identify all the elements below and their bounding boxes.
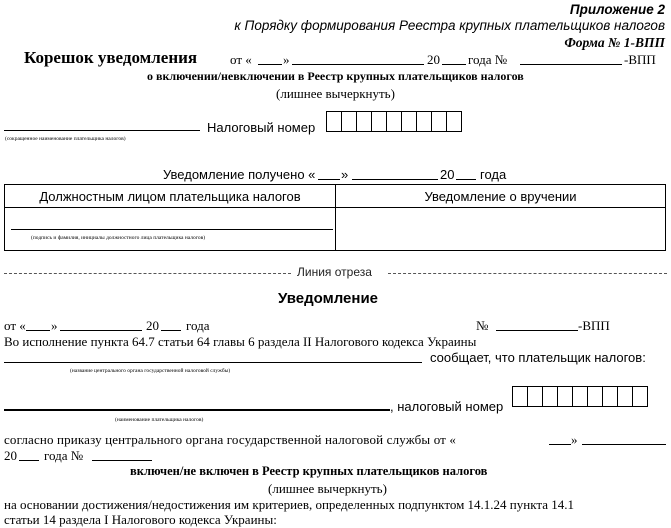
- notice-num-sign: №: [476, 318, 489, 333]
- tax-digit-cell[interactable]: [617, 386, 633, 407]
- stub-vpp: -ВПП: [624, 52, 656, 67]
- stub-strike-note: (лишнее вычеркнуть): [276, 86, 395, 101]
- received-year-prefix: 20: [440, 167, 455, 182]
- stub-month-field[interactable]: [292, 64, 424, 65]
- tax-digit-cell[interactable]: [416, 111, 432, 132]
- tax-digit-cell[interactable]: [572, 386, 588, 407]
- order-reference: к Порядку формирования Реестра крупных плательщиков налогов: [234, 18, 665, 33]
- notice-month-field[interactable]: [60, 330, 142, 331]
- tax-digit-cell[interactable]: [557, 386, 573, 407]
- form-number: Форма № 1-ВПП: [564, 35, 665, 50]
- tax-digit-cell[interactable]: [512, 386, 528, 407]
- received-quote-close: »: [341, 167, 349, 182]
- tax-digit-cell[interactable]: [431, 111, 447, 132]
- cut-line-label: Линия отреза: [297, 265, 372, 279]
- received-day-field[interactable]: [318, 179, 340, 180]
- notice-year-field[interactable]: [161, 330, 181, 331]
- notice-quote-close: »: [51, 318, 58, 333]
- notice-vpp: -ВПП: [578, 318, 610, 333]
- notice-tax-number-cells[interactable]: [512, 386, 648, 407]
- stub-year-field[interactable]: [442, 64, 466, 65]
- stub-year-prefix: 20: [427, 52, 440, 67]
- stub-signature-line: [11, 229, 333, 230]
- notice-tax-number-label: , налоговый номер: [390, 399, 504, 414]
- order-year-prefix: 20: [4, 448, 17, 463]
- notice-basis-line1: на основании достижения/недостижения им критериев, определенных подпунктом 14.1.24 пункта 14.1: [4, 497, 574, 512]
- notice-included-text: включен/не включен в Реестр крупных плательщиков налогов: [130, 464, 488, 478]
- notice-year-word: года: [186, 318, 210, 333]
- stub-title: Корешок уведомления: [24, 48, 198, 67]
- central-authority-caption: (название центрального органа государственной налоговой службы): [70, 368, 231, 374]
- stub-day-field[interactable]: [258, 64, 282, 65]
- stub-signature-caption: (подпись и фамилия, инициалы должностного лица плательщика налогов): [31, 235, 206, 241]
- order-year-field[interactable]: [19, 460, 39, 461]
- stub-table: [4, 184, 666, 251]
- received-year-word: года: [480, 167, 507, 182]
- stub-short-name-field[interactable]: [4, 130, 200, 131]
- stub-subtitle: о включении/невключении в Реестр крупных плательщиков налогов: [147, 69, 524, 83]
- stub-year-no: года №: [468, 52, 508, 67]
- stub-delivery-cell[interactable]: [336, 208, 666, 251]
- notice-day-field[interactable]: [26, 330, 50, 331]
- notice-year-prefix: 20: [146, 318, 159, 333]
- central-authority-field[interactable]: [4, 362, 422, 363]
- order-day-field[interactable]: [549, 444, 571, 445]
- order-month-field[interactable]: [582, 444, 666, 445]
- order-number-field[interactable]: [92, 460, 152, 461]
- stub-from-label: от «: [230, 52, 252, 67]
- cut-line-right: [388, 273, 667, 274]
- taxpayer-name-caption: (наименование плательщика налогов): [115, 417, 204, 423]
- appendix-label: Приложение 2: [569, 2, 665, 17]
- notice-execution-text: Во исполнение пункта 64.7 статьи 64 главы 6 раздела II Налогового кодекса Украины: [4, 334, 477, 349]
- received-label: Уведомление получено «: [163, 167, 316, 182]
- tax-digit-cell[interactable]: [341, 111, 357, 132]
- tax-digit-cell[interactable]: [386, 111, 402, 132]
- notice-title: Уведомление: [278, 290, 379, 307]
- stub-quote-close: »: [283, 52, 290, 67]
- tax-digit-cell[interactable]: [371, 111, 387, 132]
- notice-number-field[interactable]: [496, 330, 578, 331]
- stub-tax-number-label: Налоговый номер: [207, 120, 316, 135]
- stub-signature-cell[interactable]: [5, 208, 336, 251]
- order-quote-close: »: [571, 432, 578, 447]
- notice-according-text: согласно приказу центрального органа государственной налоговой службы от «: [4, 432, 457, 447]
- stub-table-col1-header: Должностным лицом плательщика налогов: [5, 185, 336, 208]
- notice-strike-note: (лишнее вычеркнуть): [268, 481, 387, 496]
- tax-digit-cell[interactable]: [527, 386, 543, 407]
- stub-short-name-caption: (сокращенное наименование плательщика налогов): [5, 136, 126, 142]
- stub-number-field[interactable]: [520, 64, 622, 65]
- tax-digit-cell[interactable]: [587, 386, 603, 407]
- notice-from-label: от «: [4, 318, 26, 333]
- stub-table-col2-header: Уведомление о вручении: [336, 185, 666, 208]
- received-year-field[interactable]: [456, 179, 476, 180]
- notice-basis-line2: статьи 14 раздела I Налогового кодекса Украины:: [4, 512, 277, 527]
- received-month-field[interactable]: [352, 179, 438, 180]
- cut-line-left: [4, 273, 291, 274]
- stub-tax-number-cells[interactable]: [326, 111, 462, 132]
- tax-digit-cell[interactable]: [401, 111, 417, 132]
- taxpayer-name-field[interactable]: [4, 409, 390, 411]
- tax-digit-cell[interactable]: [602, 386, 618, 407]
- tax-digit-cell[interactable]: [632, 386, 648, 407]
- order-year-no: года №: [44, 448, 84, 463]
- tax-digit-cell[interactable]: [326, 111, 342, 132]
- tax-digit-cell[interactable]: [356, 111, 372, 132]
- tax-digit-cell[interactable]: [542, 386, 558, 407]
- tax-digit-cell[interactable]: [446, 111, 462, 132]
- notice-reports-text: сообщает, что плательщик налогов:: [430, 350, 646, 365]
